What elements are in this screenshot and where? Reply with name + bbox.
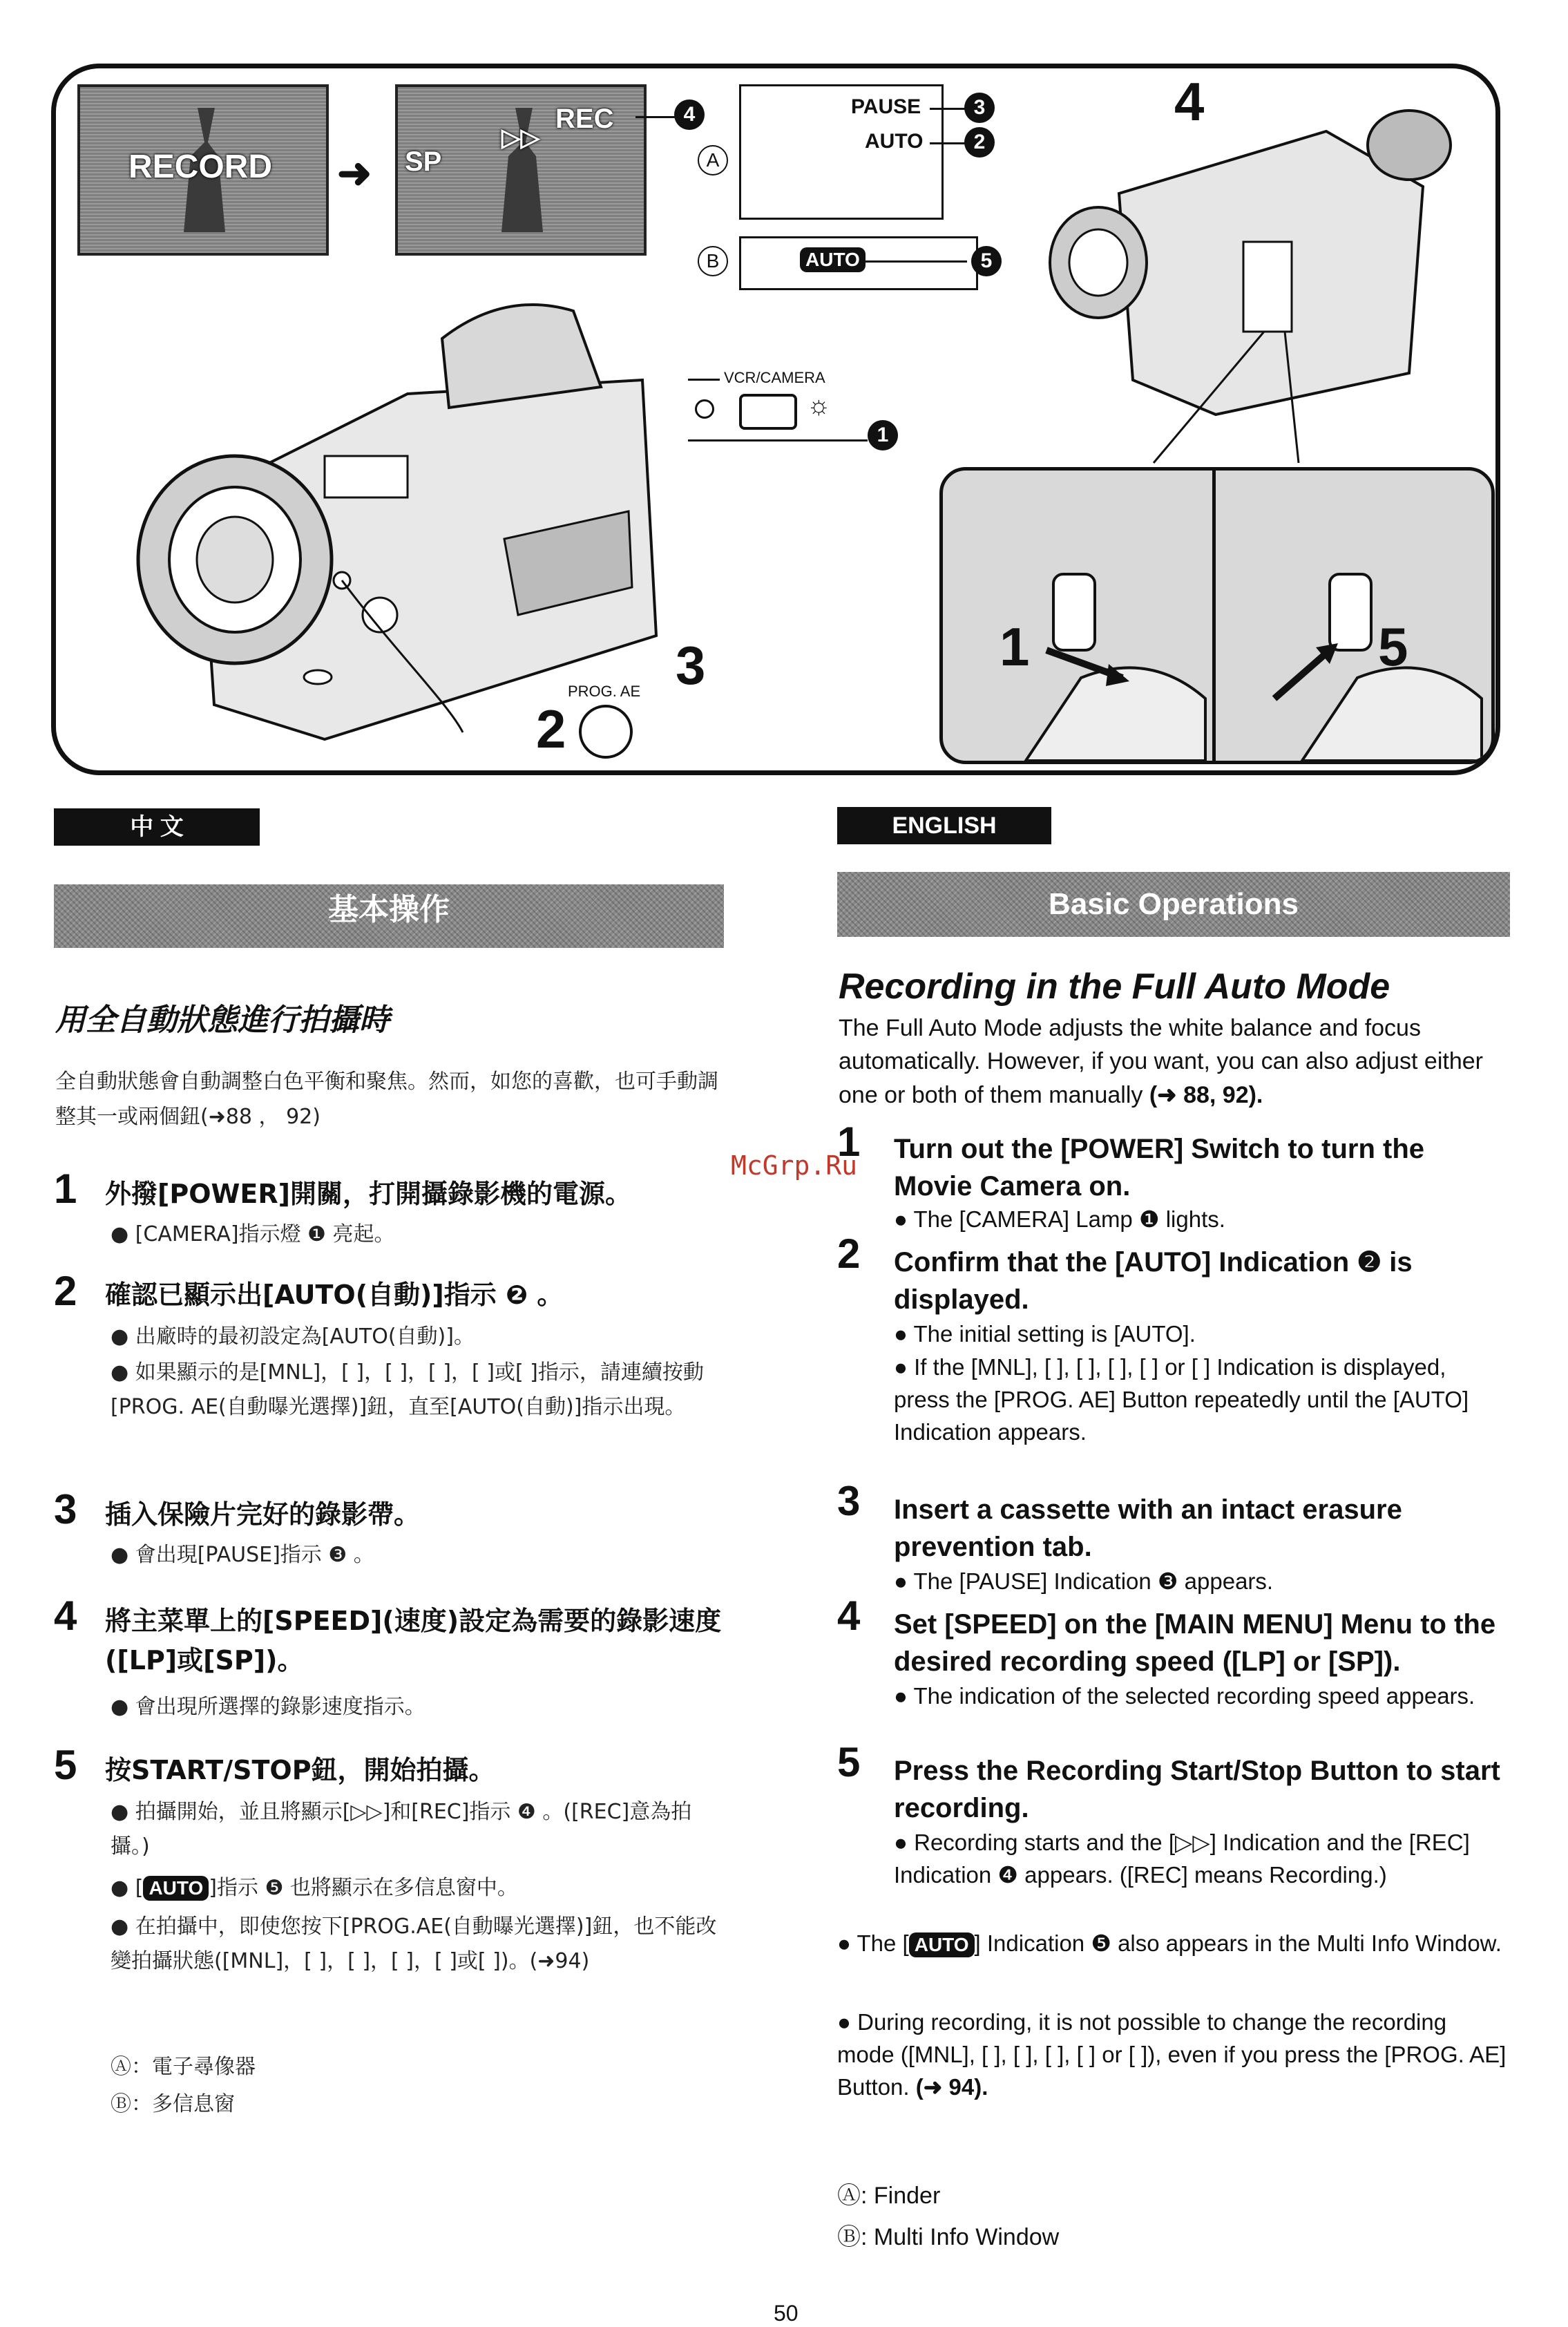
en-legend-a: Ⓐ: Finder — [837, 2183, 941, 2209]
vcr-lamp-icon — [695, 399, 714, 419]
english-heading: Recording in the Full Auto Mode — [839, 967, 1390, 1007]
leader-line-4 — [635, 116, 677, 118]
inset-panel — [939, 467, 1495, 764]
en-note-auto: ● The [ AUTO ] Indication ❺ also appears in the Multi Info Window. — [837, 1930, 1502, 1956]
zh-step4-number: 4 — [54, 1593, 77, 1639]
en-step5-number: 5 — [837, 1739, 861, 1785]
osd-play-icon: ▷▷ — [501, 123, 540, 151]
en-step5-bullet1: ● Recording starts and the [▷▷] Indication and the [REC] Indication ❹ appears. ([REC] means Recording.) — [894, 1830, 1470, 1888]
english-section-bar: Basic Operations — [837, 872, 1510, 937]
en-step2-bullet1: ● The initial setting is [AUTO]. — [894, 1321, 1196, 1347]
en-step3-bullet1: ● The [PAUSE] Indication ❸ appears. — [894, 1568, 1274, 1594]
viewfinder-screen-record — [77, 84, 329, 256]
osd-rec-text: REC — [555, 104, 614, 134]
finder-auto-label: AUTO — [865, 130, 924, 153]
leader-line-2 — [930, 142, 966, 144]
marker-a: A — [698, 145, 728, 175]
prog-ae-button — [579, 705, 633, 759]
zh-step1-number: 1 — [54, 1166, 77, 1212]
callout-5-icon: 5 — [971, 246, 1002, 276]
inset-label-1: 1 — [1000, 616, 1030, 677]
zh-step1-title: 外撥[POWER]開關，打開攝錄影機的電源。 — [105, 1179, 632, 1209]
vcr-camera-switch — [739, 394, 797, 430]
chinese-language-tab: 中 文 — [54, 808, 260, 846]
en-legend-b: Ⓑ: Multi Info Window — [837, 2224, 1060, 2250]
marker-b: B — [698, 246, 728, 276]
en-step5-title: Press the Recording Start/Stop Button to start recording. — [894, 1756, 1500, 1823]
callout-1-icon: 1 — [868, 420, 898, 450]
zh-step2-title: 確認已顯示出[AUTO(自動)]指示 ❷ 。 — [105, 1280, 564, 1310]
zh-step5-bullet3: ● 在拍攝中，即使您按下[PROG.AE(自動曝光選擇)]鈕，也不能改變拍攝狀態([MNL]，[ ]，[ ]，[ ]，[ ]或[ ])。(➜94) — [111, 1915, 717, 1973]
leader-line-3 — [930, 108, 966, 110]
callout-3-icon: 3 — [964, 93, 995, 123]
en-step2-bullet2: ● If the [MNL], [ ], [ ], [ ], [ ] or [ ] Indication is displayed, press the [PROG. AE] Button repeatedly until the [AUTO] Indication appears. — [894, 1354, 1469, 1445]
en-step3-number: 3 — [837, 1478, 861, 1524]
leader-line-5 — [863, 260, 967, 263]
osd-mode-text: SP — [405, 146, 442, 177]
en-step3-title: Insert a cassette with an intact erasure prevention tab. — [894, 1494, 1402, 1562]
en-step4-bullet1: ● The indication of the selected recording speed appears. — [894, 1683, 1475, 1709]
camera-lamp-icon: ☼ — [807, 391, 831, 420]
zh-step4-bullet1: ● 會出現所選擇的錄影速度指示。 — [111, 1695, 426, 1719]
en-step2-title: Confirm that the [AUTO] Indication ❷ is displayed. — [894, 1247, 1413, 1315]
zh-step4-title: 將主菜單上的[SPEED](速度)設定為需要的錄影速度([LP]或[SP])。 — [105, 1606, 722, 1675]
big-label-4: 4 — [1174, 71, 1205, 132]
zh-legend-b: Ⓑ：多信息窗 — [111, 2092, 235, 2116]
multi-auto-badge: AUTO — [800, 247, 866, 272]
switch-base-line — [688, 439, 868, 441]
osd-record-text: RECORD — [128, 149, 273, 185]
big-label-3: 3 — [676, 635, 706, 696]
en-step2-number: 2 — [837, 1231, 861, 1277]
en-step1-title: Turn out the [POWER] Switch to turn the Movie Camera on. — [894, 1134, 1425, 1202]
camcorder-side-illustration — [1036, 104, 1464, 477]
en-auto-badge: AUTO — [909, 1932, 975, 1957]
chinese-intro: 全自動狀態會自動調整白色平衡和聚焦。然而，如您的喜歡，也可手動調整其一或兩個鈕(➜88 ， 92) — [55, 1070, 718, 1129]
zh-step2-bullet2: ● 如果顯示的是[MNL]，[ ]，[ ]，[ ]，[ ]或[ ]指示，請連續按動[PROG. AE(自動曝光選擇)]鈕，直至[AUTO(自動)]指示出現。 — [111, 1360, 704, 1419]
en-step4-number: 4 — [837, 1593, 861, 1639]
chinese-section-bar: 基本操作 — [54, 884, 724, 948]
callout-4-icon: 4 — [674, 99, 705, 130]
inset-label-5: 5 — [1378, 616, 1408, 677]
callout-2-icon: 2 — [964, 127, 995, 158]
finder-pause-label: PAUSE — [851, 95, 921, 118]
viewfinder-screen-rec — [395, 84, 647, 256]
en-step1-bullet1: ● The [CAMERA] Lamp ❶ lights. — [894, 1206, 1225, 1232]
chinese-heading: 用全自動狀態進行拍攝時 — [55, 1003, 390, 1038]
zh-step2-bullet1: ● 出廠時的最初設定為[AUTO(自動)]。 — [111, 1324, 475, 1349]
zh-step3-title: 插入保險片完好的錄影帶。 — [105, 1499, 421, 1530]
english-language-tab: ENGLISH — [837, 807, 1051, 844]
zh-step5-bullet1: ● 拍攝開始，並且將顯示[▷▷]和[REC]指示 ❹ 。([REC]意為拍攝。) — [111, 1800, 692, 1859]
zh-auto-badge: AUTO — [143, 1876, 209, 1901]
big-label-2: 2 — [536, 699, 566, 759]
en-step1-number: 1 — [837, 1119, 861, 1165]
english-intro: The Full Auto Mode adjusts the white balance and focus automatically. However, if you want, you can also adjust either one or both of them manually (➜ 88, 92). — [839, 1015, 1483, 1108]
zh-step1-bullet1: ● [CAMERA]指示燈 ❶ 亮起。 — [111, 1222, 395, 1246]
prog-ae-label: PROG. AE — [568, 683, 641, 700]
en-note-recording-mode: ● During recording, it is not possible to change the recording mode ([MNL], [ ], [ ], [ ], [ ] or [ ]), even if you press the [PROG. AE] Button. (➜ 94). — [837, 2009, 1507, 2100]
watermark-text: McGrp.Ru — [731, 1150, 858, 1181]
zh-legend-a: Ⓐ：電子尋像器 — [111, 2055, 256, 2079]
zh-step3-bullet1: ● 會出現[PAUSE]指示 ❸ 。 — [111, 1543, 374, 1567]
zh-step5-title: 按START/STOP鈕，開始拍攝。 — [105, 1755, 495, 1785]
zh-step5-number: 5 — [54, 1742, 77, 1788]
zh-step3-number: 3 — [54, 1486, 77, 1532]
arrow-right-icon: ➜ — [337, 150, 372, 196]
zh-step2-number: 2 — [54, 1268, 77, 1314]
page-number: 50 — [774, 2301, 799, 2326]
zh-step5-bullet2: ● [ AUTO ]指示 ❺ 也將顯示在多信息窗中。 — [111, 1876, 518, 1900]
en-step4-title: Set [SPEED] on the [MAIN MENU] Menu to the desired recording speed ([LP] or [SP]). — [894, 1609, 1496, 1677]
vcr-camera-label: VCR/CAMERA — [720, 369, 830, 387]
